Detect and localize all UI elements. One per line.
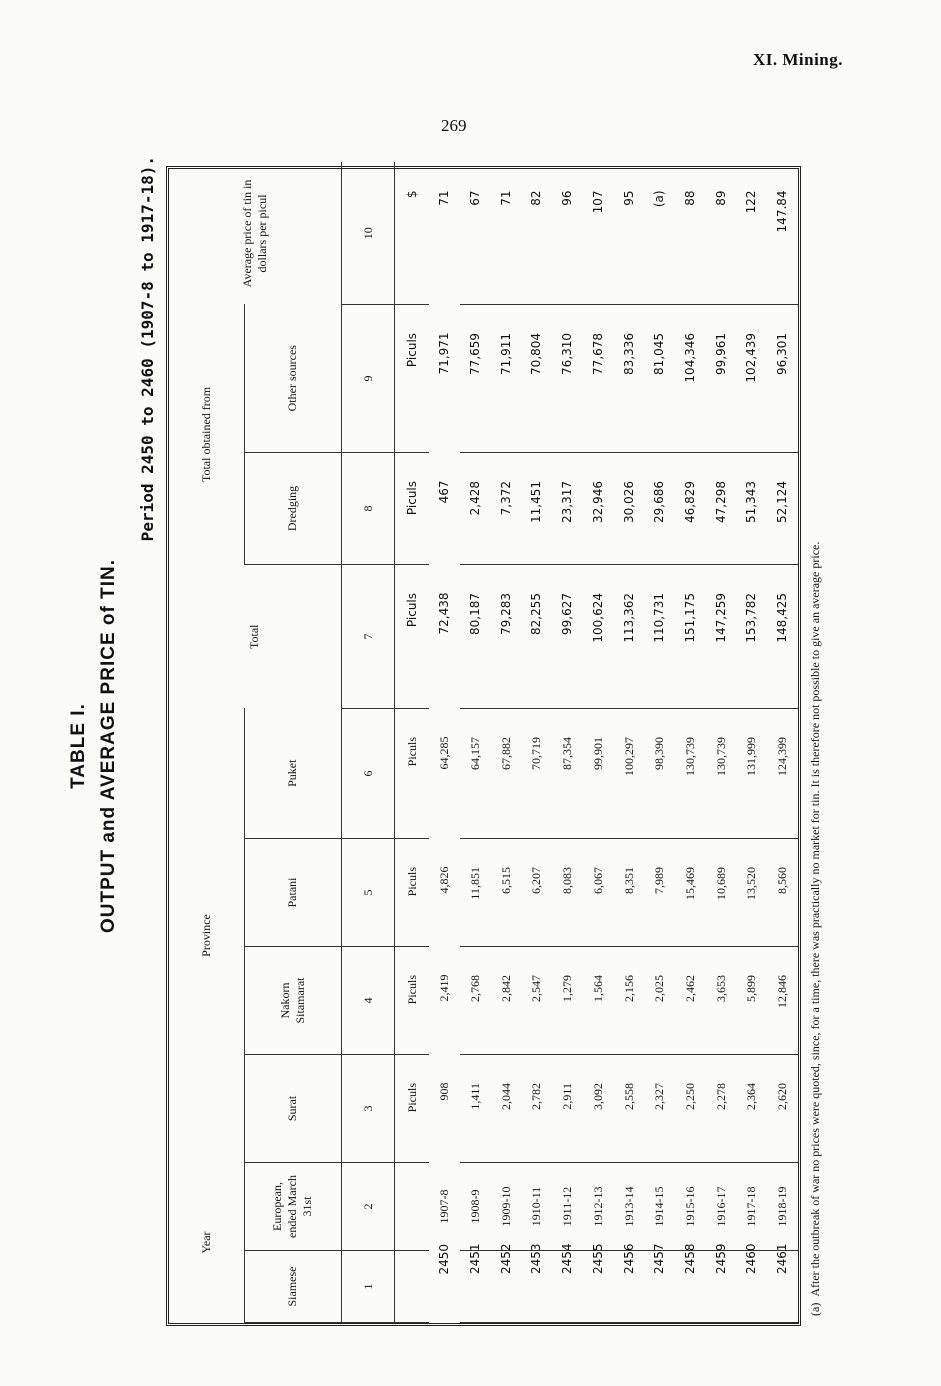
table-cell: 1918-19 — [767, 1163, 798, 1251]
unit-label: Piculs — [395, 1055, 430, 1163]
table-cell: 77,659 — [460, 304, 491, 452]
table-cell: 12,846 — [767, 947, 798, 1055]
footnote — [808, 542, 823, 1316]
unit-label: Piculs — [395, 839, 430, 947]
table-cell: 29,686 — [644, 452, 675, 564]
table-row — [767, 162, 798, 1322]
table-cell: 99,901 — [583, 708, 614, 838]
column-number: 9 — [341, 304, 394, 452]
column-header-european: European, ended March 31st — [245, 1163, 342, 1251]
table-cell: 2,768 — [460, 947, 491, 1055]
table-row — [460, 162, 491, 1322]
table-row — [429, 162, 460, 1322]
column-number: 7 — [341, 564, 394, 708]
table-cell: 2458 — [675, 1251, 706, 1323]
table-title: TABLE I. — [68, 703, 89, 789]
table-cell: 8,351 — [614, 839, 645, 947]
unit-label: $ — [395, 162, 430, 304]
group-header-year: Year — [169, 1163, 245, 1323]
table-cell: 110,731 — [644, 564, 675, 708]
column-header-puket: Puket — [245, 708, 342, 838]
table-cell: 67,882 — [491, 708, 522, 838]
column-header-total: Total — [169, 564, 341, 708]
table-cell: 79,283 — [491, 564, 522, 708]
table-cell: 2457 — [644, 1251, 675, 1323]
table-cell: 151,175 — [675, 564, 706, 708]
column-number: 8 — [341, 452, 394, 564]
table-cell: 104,346 — [675, 304, 706, 452]
column-header-surat: Surat — [245, 1055, 342, 1163]
table-body — [429, 162, 798, 1322]
table-cell: 15,469 — [675, 839, 706, 947]
column-header-siamese: Siamese — [245, 1251, 342, 1323]
table-cell: 98,390 — [644, 708, 675, 838]
unit-label — [395, 1163, 430, 1251]
table-cell: 1914-15 — [644, 1163, 675, 1251]
table-cell: 1912-13 — [583, 1163, 614, 1251]
table-cell: 80,187 — [460, 564, 491, 708]
table-cell: 8,083 — [552, 839, 583, 947]
table-cell: 100,297 — [614, 708, 645, 838]
table-cell: 99,627 — [552, 564, 583, 708]
table-cell: 70,719 — [522, 708, 553, 838]
table-cell: 1917-18 — [737, 1163, 768, 1251]
table-cell: 2,782 — [522, 1055, 553, 1163]
table-row — [522, 162, 553, 1322]
table-cell: 87,354 — [552, 708, 583, 838]
table-cell: 153,782 — [737, 564, 768, 708]
table-cell: 71,971 — [437, 332, 452, 375]
table-cell: 124,399 — [767, 708, 798, 838]
table-cell: 2461 — [767, 1251, 798, 1323]
table-cell: 11,851 — [460, 839, 491, 947]
table-cell: 10,689 — [706, 839, 737, 947]
table-cell: 82 — [522, 162, 553, 304]
period-caption: Period 2450 to 2460 (1907-8 to 1917-18). — [138, 156, 157, 542]
table-cell: 2,156 — [614, 947, 645, 1055]
table-cell: 6,067 — [583, 839, 614, 947]
table-cell: 52,124 — [767, 452, 798, 564]
table-cell: 1910-11 — [522, 1163, 553, 1251]
table-row — [583, 162, 614, 1322]
table-cell: 3,092 — [583, 1055, 614, 1163]
table-subtitle: OUTPUT and AVERAGE PRICE of TIN. — [98, 559, 119, 934]
column-number: 1 — [341, 1251, 394, 1323]
table-cell: 2,547 — [522, 947, 553, 1055]
table-cell: 3,653 — [706, 947, 737, 1055]
table-cell: 131,999 — [737, 708, 768, 838]
table-cell: 72,438 — [437, 592, 452, 635]
table-cell: 2,842 — [491, 947, 522, 1055]
table-cell: 5,899 — [737, 947, 768, 1055]
table-cell: 11,451 — [522, 452, 553, 564]
column-number: 5 — [341, 839, 394, 947]
table-cell: 2,620 — [767, 1055, 798, 1163]
column-header-nakorn: Nakorn Sitamarat — [245, 947, 342, 1055]
table-cell: 2450 — [437, 1243, 452, 1275]
column-number: 4 — [341, 947, 394, 1055]
rotated-table-page — [60, 156, 860, 1336]
column-number: 3 — [341, 1055, 394, 1163]
table-cell: 100,624 — [583, 564, 614, 708]
table-cell: 148,425 — [767, 564, 798, 708]
table-cell: 2,364 — [737, 1055, 768, 1163]
table-cell: 2,278 — [706, 1055, 737, 1163]
table-row — [644, 162, 675, 1322]
table-cell: 46,829 — [675, 452, 706, 564]
table-cell: 70,804 — [522, 304, 553, 452]
table-cell: 13,520 — [737, 839, 768, 947]
unit-label: Piculs — [395, 304, 430, 452]
table-cell: 2,428 — [460, 452, 491, 564]
table-cell: 76,310 — [552, 304, 583, 452]
table-cell: 6,207 — [522, 839, 553, 947]
column-header-dredging: Dredging — [245, 452, 342, 564]
column-number-row — [341, 162, 394, 1322]
table-cell: 96,301 — [767, 304, 798, 452]
table-cell: 1915-16 — [675, 1163, 706, 1251]
table-cell: 8,560 — [767, 839, 798, 947]
table-cell: 71,911 — [491, 304, 522, 452]
column-header-average-price: Average price of tin in dollars per picul — [169, 162, 341, 304]
table-cell: 30,026 — [614, 452, 645, 564]
table-cell: 2460 — [737, 1251, 768, 1323]
table-cell: 2454 — [552, 1251, 583, 1323]
table-cell: 1913-14 — [614, 1163, 645, 1251]
table-row — [491, 162, 522, 1322]
table-cell: 2,250 — [675, 1055, 706, 1163]
table-row — [675, 162, 706, 1322]
table-cell: 51,343 — [737, 452, 768, 564]
table-cell: 113,362 — [614, 564, 645, 708]
table-row — [552, 162, 583, 1322]
table-cell: 1,279 — [552, 947, 583, 1055]
column-number: 2 — [341, 1163, 394, 1251]
table-cell: 2,462 — [675, 947, 706, 1055]
table-cell: 1909-10 — [491, 1163, 522, 1251]
table-cell: 64,157 — [460, 708, 491, 838]
table-cell: 2,025 — [644, 947, 675, 1055]
unit-label: Piculs — [395, 452, 430, 564]
table-cell: 2,044 — [491, 1055, 522, 1163]
table-cell: 1916-17 — [706, 1163, 737, 1251]
table-cell: 7,989 — [644, 839, 675, 947]
table-row — [706, 162, 737, 1322]
table-cell: 2455 — [583, 1251, 614, 1323]
table-cell: 67 — [460, 162, 491, 304]
table-cell: 2,558 — [614, 1055, 645, 1163]
table-cell: 2459 — [706, 1251, 737, 1323]
table-cell: (a) — [644, 162, 675, 304]
table-row — [614, 162, 645, 1322]
table-cell: 7,372 — [491, 452, 522, 564]
table-cell: 2456 — [614, 1251, 645, 1323]
column-number: 10 — [341, 162, 394, 304]
table-cell: 1,564 — [583, 947, 614, 1055]
table-cell: 64,285 — [437, 736, 452, 770]
table-cell: 83,336 — [614, 304, 645, 452]
group-header-total-obtained: Total obtained from — [169, 304, 245, 564]
unit-label — [395, 1251, 430, 1323]
column-header-other-sources: Other sources — [245, 304, 342, 452]
table-cell: 47,298 — [706, 452, 737, 564]
table-cell: 2,911 — [552, 1055, 583, 1163]
table-cell: 102,439 — [737, 304, 768, 452]
table-cell: 32,946 — [583, 452, 614, 564]
table-cell: 82,255 — [522, 564, 553, 708]
tin-output-table — [166, 166, 801, 1326]
table-cell: 2452 — [491, 1251, 522, 1323]
table-cell: 2453 — [522, 1251, 553, 1323]
table-cell: 96 — [552, 162, 583, 304]
unit-label: Piculs — [395, 564, 430, 708]
table-cell: 89 — [706, 162, 737, 304]
table-cell: 147.84 — [767, 162, 798, 304]
table-row — [737, 162, 768, 1322]
column-number: 6 — [341, 708, 394, 838]
table-cell: 1907-8 — [437, 1189, 452, 1224]
table-cell: 1911-12 — [552, 1163, 583, 1251]
table-cell: 467 — [437, 480, 452, 504]
table-cell: 88 — [675, 162, 706, 304]
table-cell: 71 — [437, 190, 452, 206]
table-cell: 908 — [437, 1082, 452, 1101]
table-cell: 2,327 — [644, 1055, 675, 1163]
table-cell: 23,317 — [552, 452, 583, 564]
footnote-text: After the outbreak of war no prices were quoted, since, for a time, there was practically no market for tin. It is therefore not possible to give an average price. — [808, 541, 822, 1297]
table-cell: 1,411 — [460, 1055, 491, 1163]
table-cell: 81,045 — [644, 304, 675, 452]
table-cell: 6,515 — [491, 839, 522, 947]
unit-label: Piculs — [395, 708, 430, 838]
table-cell: 1908-9 — [460, 1163, 491, 1251]
table-cell: 147,259 — [706, 564, 737, 708]
page-number: 269 — [441, 116, 467, 135]
table-cell: 107 — [583, 162, 614, 304]
unit-label: Piculs — [395, 947, 430, 1055]
table-cell: 2451 — [460, 1251, 491, 1323]
table-cell: 2,419 — [437, 974, 452, 1002]
table-cell: 130,739 — [675, 708, 706, 838]
column-header-patani: Patani — [245, 839, 342, 947]
table-cell: 122 — [737, 162, 768, 304]
table-cell: 99,961 — [706, 304, 737, 452]
footnote-marker: (a) — [808, 1302, 822, 1316]
table-cell: 71 — [491, 162, 522, 304]
unit-row — [395, 162, 430, 1322]
table-cell: 95 — [614, 162, 645, 304]
table-cell: 77,678 — [583, 304, 614, 452]
table-cell: 4,826 — [437, 866, 452, 894]
table-cell: 130,739 — [706, 708, 737, 838]
section-heading: XI. Mining. — [752, 50, 843, 69]
group-header-province: Province — [169, 708, 245, 1162]
